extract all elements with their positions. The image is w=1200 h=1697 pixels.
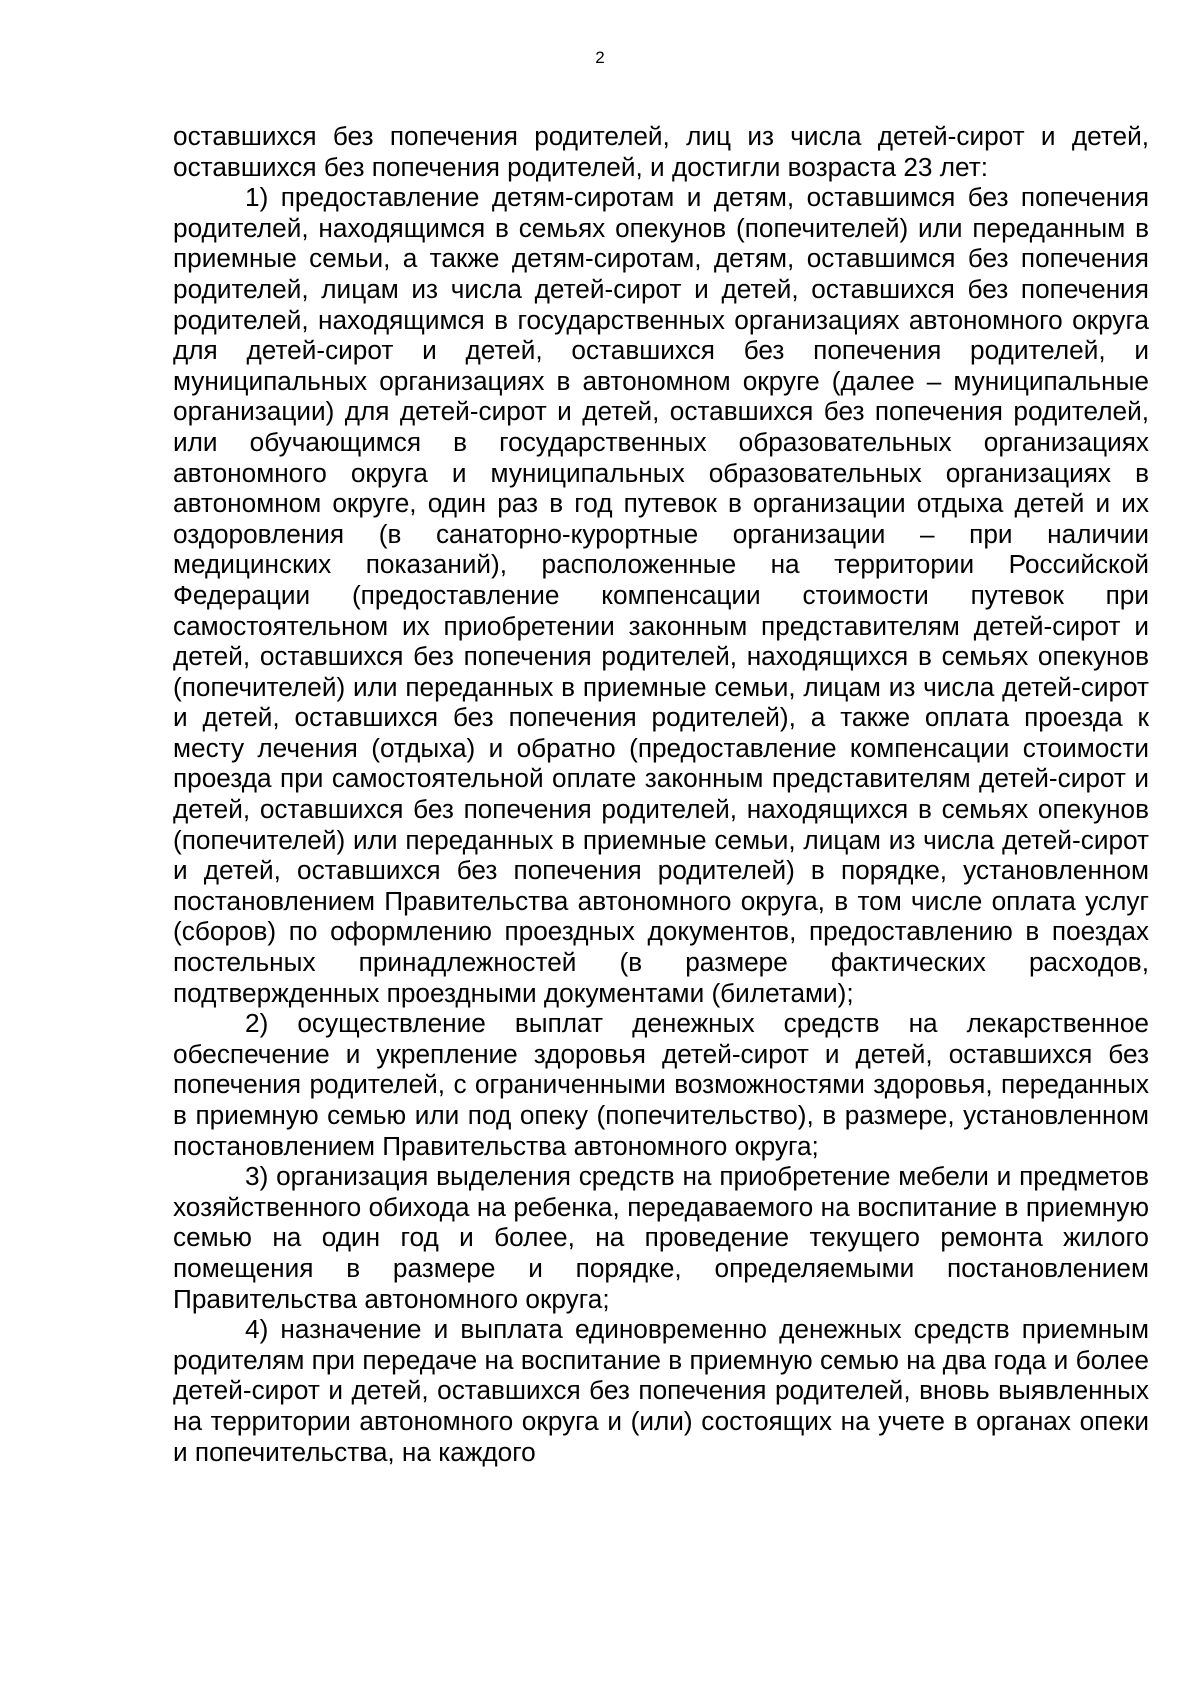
paragraph-item-2: 2) осуществление выплат денежных средств на лекарственное обеспечение и укрепление здоровья детей-сирот и детей, оставшихся без попечения родителей, с ограниченными возможностями здоровья, переданных в приемную семью или под опеку (попечительство), в размере, установленном постановлением Правительства автономного округа; <box>173 1008 1149 1161</box>
paragraph-item-3: 3) организация выделения средств на приобретение мебели и предметов хозяйственного обихода на ребенка, передаваемого на воспитание в приемную семью на один год и более, на проведение текущего ремонта жилого помещения в размере и порядке, определяемыми постановлением Правительства автономного округа; <box>173 1161 1149 1314</box>
paragraph-continuation: оставшихся без попечения родителей, лиц из числа детей-сирот и детей, оставшихся без попечения родителей, и достигли возраста 23 лет: <box>173 121 1149 182</box>
document-body <box>173 121 1149 1467</box>
paragraph-item-4: 4) назначение и выплата единовременно денежных средств приемным родителям при передаче на воспитание в приемную семью на два года и более детей-сирот и детей, оставшихся без попечения родителей, вновь выявленных на территории автономного округа и (или) состоящих на учете в органах опеки и попечительства, на каждого <box>173 1314 1149 1467</box>
page-number: 2 <box>595 48 605 67</box>
paragraph-item-1: 1) предоставление детям-сиротам и детям, оставшимся без попечения родителей, находящимся в семьях опекунов (попечителей) или переданным в приемные семьи, а также детям-сиротам, детям, оставшимся без попечения родителей, лицам из числа детей-сирот и детей, оставшихся без попечения родителей, находящимся в государственных организациях автономного округа для детей-сирот и детей, оставшихся без попечения родителей, и муниципальных организациях в автономном округе (далее – муниципальные организации) для детей-сирот и детей, оставшихся без попечения родителей, или обучающимся в государственных образовательных организациях автономного округа и муниципальных образовательных организациях в автономном округе, один раз в год путевок в организации отдыха детей и их оздоровления (в санаторно-курортные организации – при наличии медицинских показаний), расположенные на территории Российской Федерации (предоставление компенсации стоимости путевок при самостоятельном их приобретении законным представителям детей-сирот и детей, оставшихся без попечения родителей, находящихся в семьях опекунов (попечителей) или переданных в приемные семьи, лицам из числа детей-сирот и детей, оставшихся без попечения родителей), а также оплата проезда к месту лечения (отдыха) и обратно (предоставление компенсации стоимости проезда при самостоятельной оплате законным представителям детей-сирот и детей, оставшихся без попечения родителей, находящихся в семьях опекунов (попечителей) или переданных в приемные семьи, лицам из числа детей-сирот и детей, оставшихся без попечения родителей) в порядке, установленном постановлением Правительства автономного округа, в том числе оплата услуг (сборов) по оформлению проездных документов, предоставлению в поездах постельных принадлежностей (в размере фактических расходов, подтвержденных проездными документами (билетами); <box>173 182 1149 1008</box>
